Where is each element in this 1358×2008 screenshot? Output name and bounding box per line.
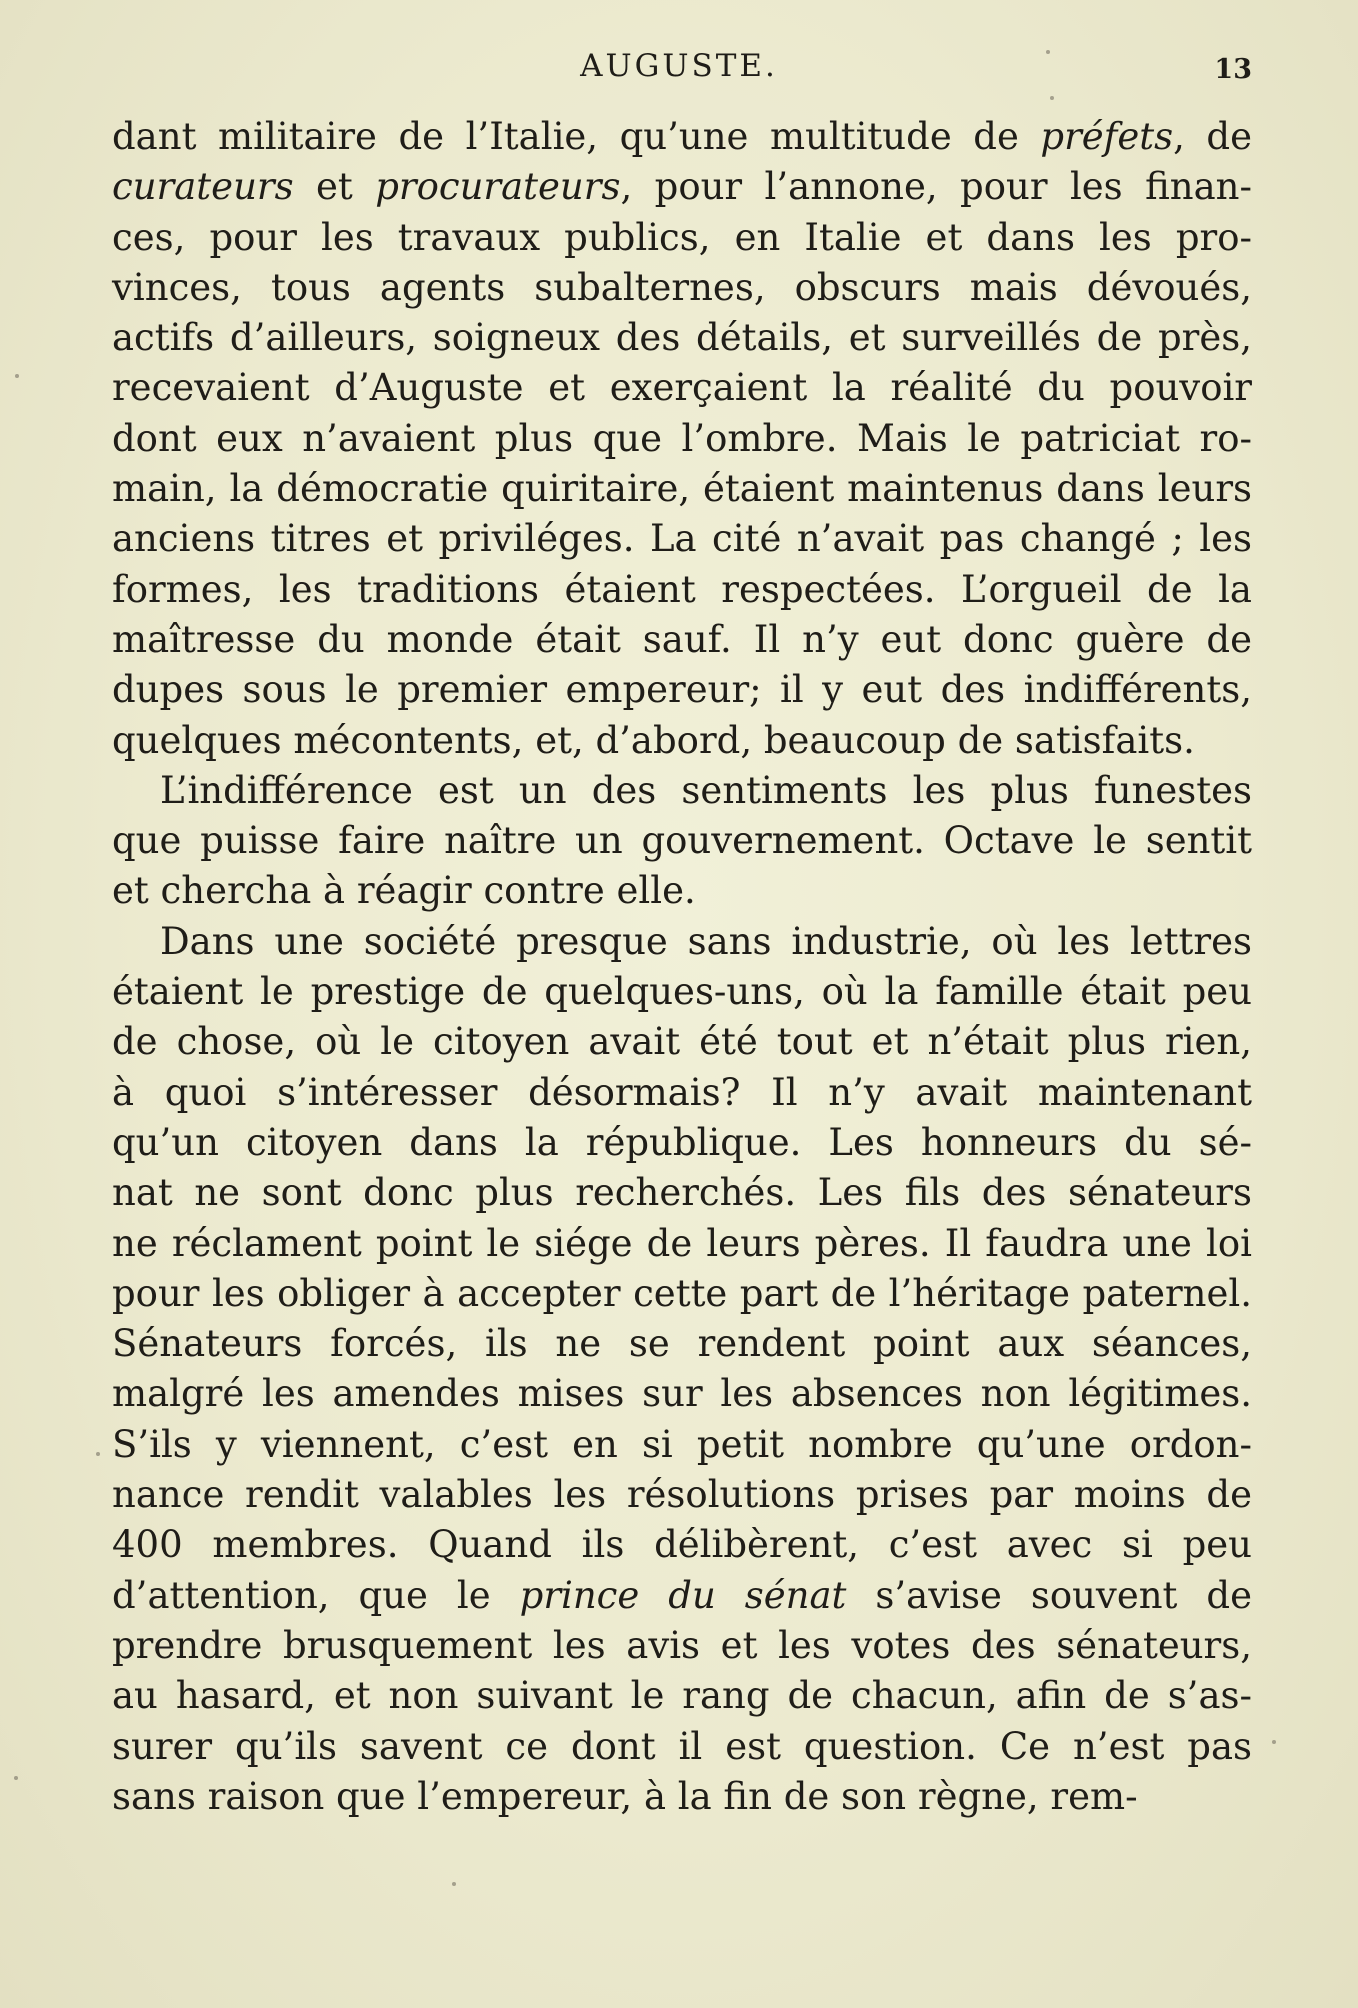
text-segment: recevaient d’Auguste et exerçaient la réalité du pouvoir: [112, 366, 1252, 410]
text-segment: vinces, tous agents subalternes, obscurs mais dévoués,: [112, 265, 1252, 309]
text-segment: nat ne sont donc plus recherchés. Les fils des sénateurs: [112, 1171, 1252, 1215]
text-line: [112, 213, 1252, 263]
text-segment: Dans une société presque sans industrie, où les lettres: [160, 919, 1252, 963]
text-line: [112, 1420, 1252, 1470]
text-line: [112, 1319, 1252, 1369]
paper-speck: [96, 1452, 100, 1456]
text-segment: nance rendit valables les résolutions prises par moins de: [112, 1473, 1252, 1517]
paper-speck: [14, 1776, 18, 1780]
text-line: [112, 313, 1252, 363]
text-segment: , de: [1173, 115, 1252, 158]
text-segment: et chercha à réagir contre elle.: [112, 869, 696, 913]
text-line: [112, 363, 1252, 413]
italic-term: préfets: [1040, 115, 1174, 158]
text-line: [112, 1722, 1252, 1772]
page-header: [0, 48, 1358, 98]
text-line: [112, 464, 1252, 514]
text-segment: au hasard, et non suivant le rang de chacun, afin de s’as-: [112, 1674, 1252, 1718]
text-line: [112, 1219, 1252, 1269]
text-line: [112, 1621, 1252, 1671]
text-line: [112, 1369, 1252, 1419]
text-segment: pour les obliger à accepter cette part de l’héritage paternel.: [112, 1271, 1252, 1315]
text-line: [112, 1168, 1252, 1218]
text-line: [112, 716, 1252, 766]
text-line: [112, 112, 1252, 162]
text-segment: prendre brusquement les avis et les votes des sénateurs,: [112, 1623, 1252, 1667]
text-line: [112, 1017, 1252, 1067]
text-line: [112, 1269, 1252, 1319]
paper-speck: [1050, 96, 1054, 100]
text-segment: que puisse faire naître un gouvernement. Octave le sentit: [112, 819, 1252, 863]
text-segment: dant militaire de l’Italie, qu’une multitude de: [112, 115, 1041, 158]
text-line: [112, 1118, 1252, 1168]
text-segment: S’ils y viennent, c’est en si petit nombre qu’une ordon-: [112, 1422, 1252, 1466]
text-segment: et: [293, 165, 376, 209]
text-line: [112, 1470, 1252, 1520]
text-line: [112, 414, 1252, 464]
text-segment: 400 membres. Quand ils délibèrent, c’est avec si peu: [112, 1523, 1252, 1567]
text-line: [112, 917, 1252, 967]
paper-speck: [1272, 1740, 1276, 1744]
text-segment: de chose, où le citoyen avait été tout et n’était plus rien,: [112, 1020, 1252, 1064]
body-text: [112, 112, 1252, 1822]
text-line: [112, 967, 1252, 1017]
text-line: [112, 1571, 1252, 1621]
paper-speck: [452, 1882, 456, 1886]
text-segment: dont eux n’avaient plus que l’ombre. Mais le patriciat ro-: [112, 416, 1252, 460]
text-line: [112, 514, 1252, 564]
text-line: [112, 162, 1252, 212]
text-line: [112, 1068, 1252, 1118]
italic-term: procurateurs: [375, 165, 621, 209]
text-segment: dupes sous le premier empereur; il y eut des indifférents,: [112, 668, 1252, 712]
text-segment: ne réclament point le siége de leurs pères. Il faudra une loi: [112, 1221, 1252, 1265]
text-segment: formes, les traditions étaient respectées. L’orgueil de la: [112, 567, 1252, 611]
text-segment: L’indifférence est un des sentiments les plus funestes: [160, 768, 1252, 812]
text-line: [112, 816, 1252, 866]
text-segment: sans raison que l’empereur, à la fin de son règne, rem-: [112, 1774, 1138, 1818]
text-segment: main, la démocratie quiritaire, étaient maintenus dans leurs: [112, 467, 1252, 511]
text-segment: quelques mécontents, et, d’abord, beaucoup de satisfaits.: [112, 718, 1195, 762]
text-line: [112, 263, 1252, 313]
text-line: [112, 615, 1252, 665]
text-segment: à quoi s’intéresser désormais? Il n’y avait maintenant: [112, 1070, 1252, 1114]
text-line: [112, 1772, 1252, 1822]
text-line: [112, 1671, 1252, 1721]
text-line: [112, 1520, 1252, 1570]
text-segment: qu’un citoyen dans la république. Les honneurs du sé-: [112, 1120, 1252, 1164]
text-segment: actifs d’ailleurs, soigneux des détails, et surveillés de près,: [112, 316, 1252, 360]
text-segment: Sénateurs forcés, ils ne se rendent point aux séances,: [112, 1322, 1252, 1366]
text-line: [112, 866, 1252, 916]
paper-speck: [15, 374, 19, 378]
text-segment: d’attention, que le: [112, 1573, 520, 1617]
text-line: [112, 665, 1252, 715]
text-line: [112, 565, 1252, 615]
italic-term: curateurs: [112, 165, 294, 209]
page-number: 13: [1214, 54, 1252, 85]
text-segment: maîtresse du monde était sauf. Il n’y eut donc guère de: [112, 617, 1252, 661]
text-segment: malgré les amendes mises sur les absences non légitimes.: [112, 1372, 1252, 1416]
text-segment: , pour l’annone, pour les finan-: [620, 165, 1253, 209]
text-segment: s’avise souvent de: [846, 1573, 1252, 1617]
text-segment: ces, pour les travaux publics, en Italie et dans les pro-: [112, 215, 1252, 259]
text-segment: surer qu’ils savent ce dont il est question. Ce n’est pas: [112, 1724, 1252, 1768]
text-line: [112, 766, 1252, 816]
text-segment: étaient le prestige de quelques-uns, où la famille était peu: [112, 970, 1252, 1014]
italic-term: prince du sénat: [519, 1573, 847, 1617]
text-segment: anciens titres et priviléges. La cité n’avait pas changé ; les: [112, 517, 1252, 561]
paper-speck: [1046, 50, 1050, 54]
running-title: AUGUSTE.: [580, 48, 778, 84]
